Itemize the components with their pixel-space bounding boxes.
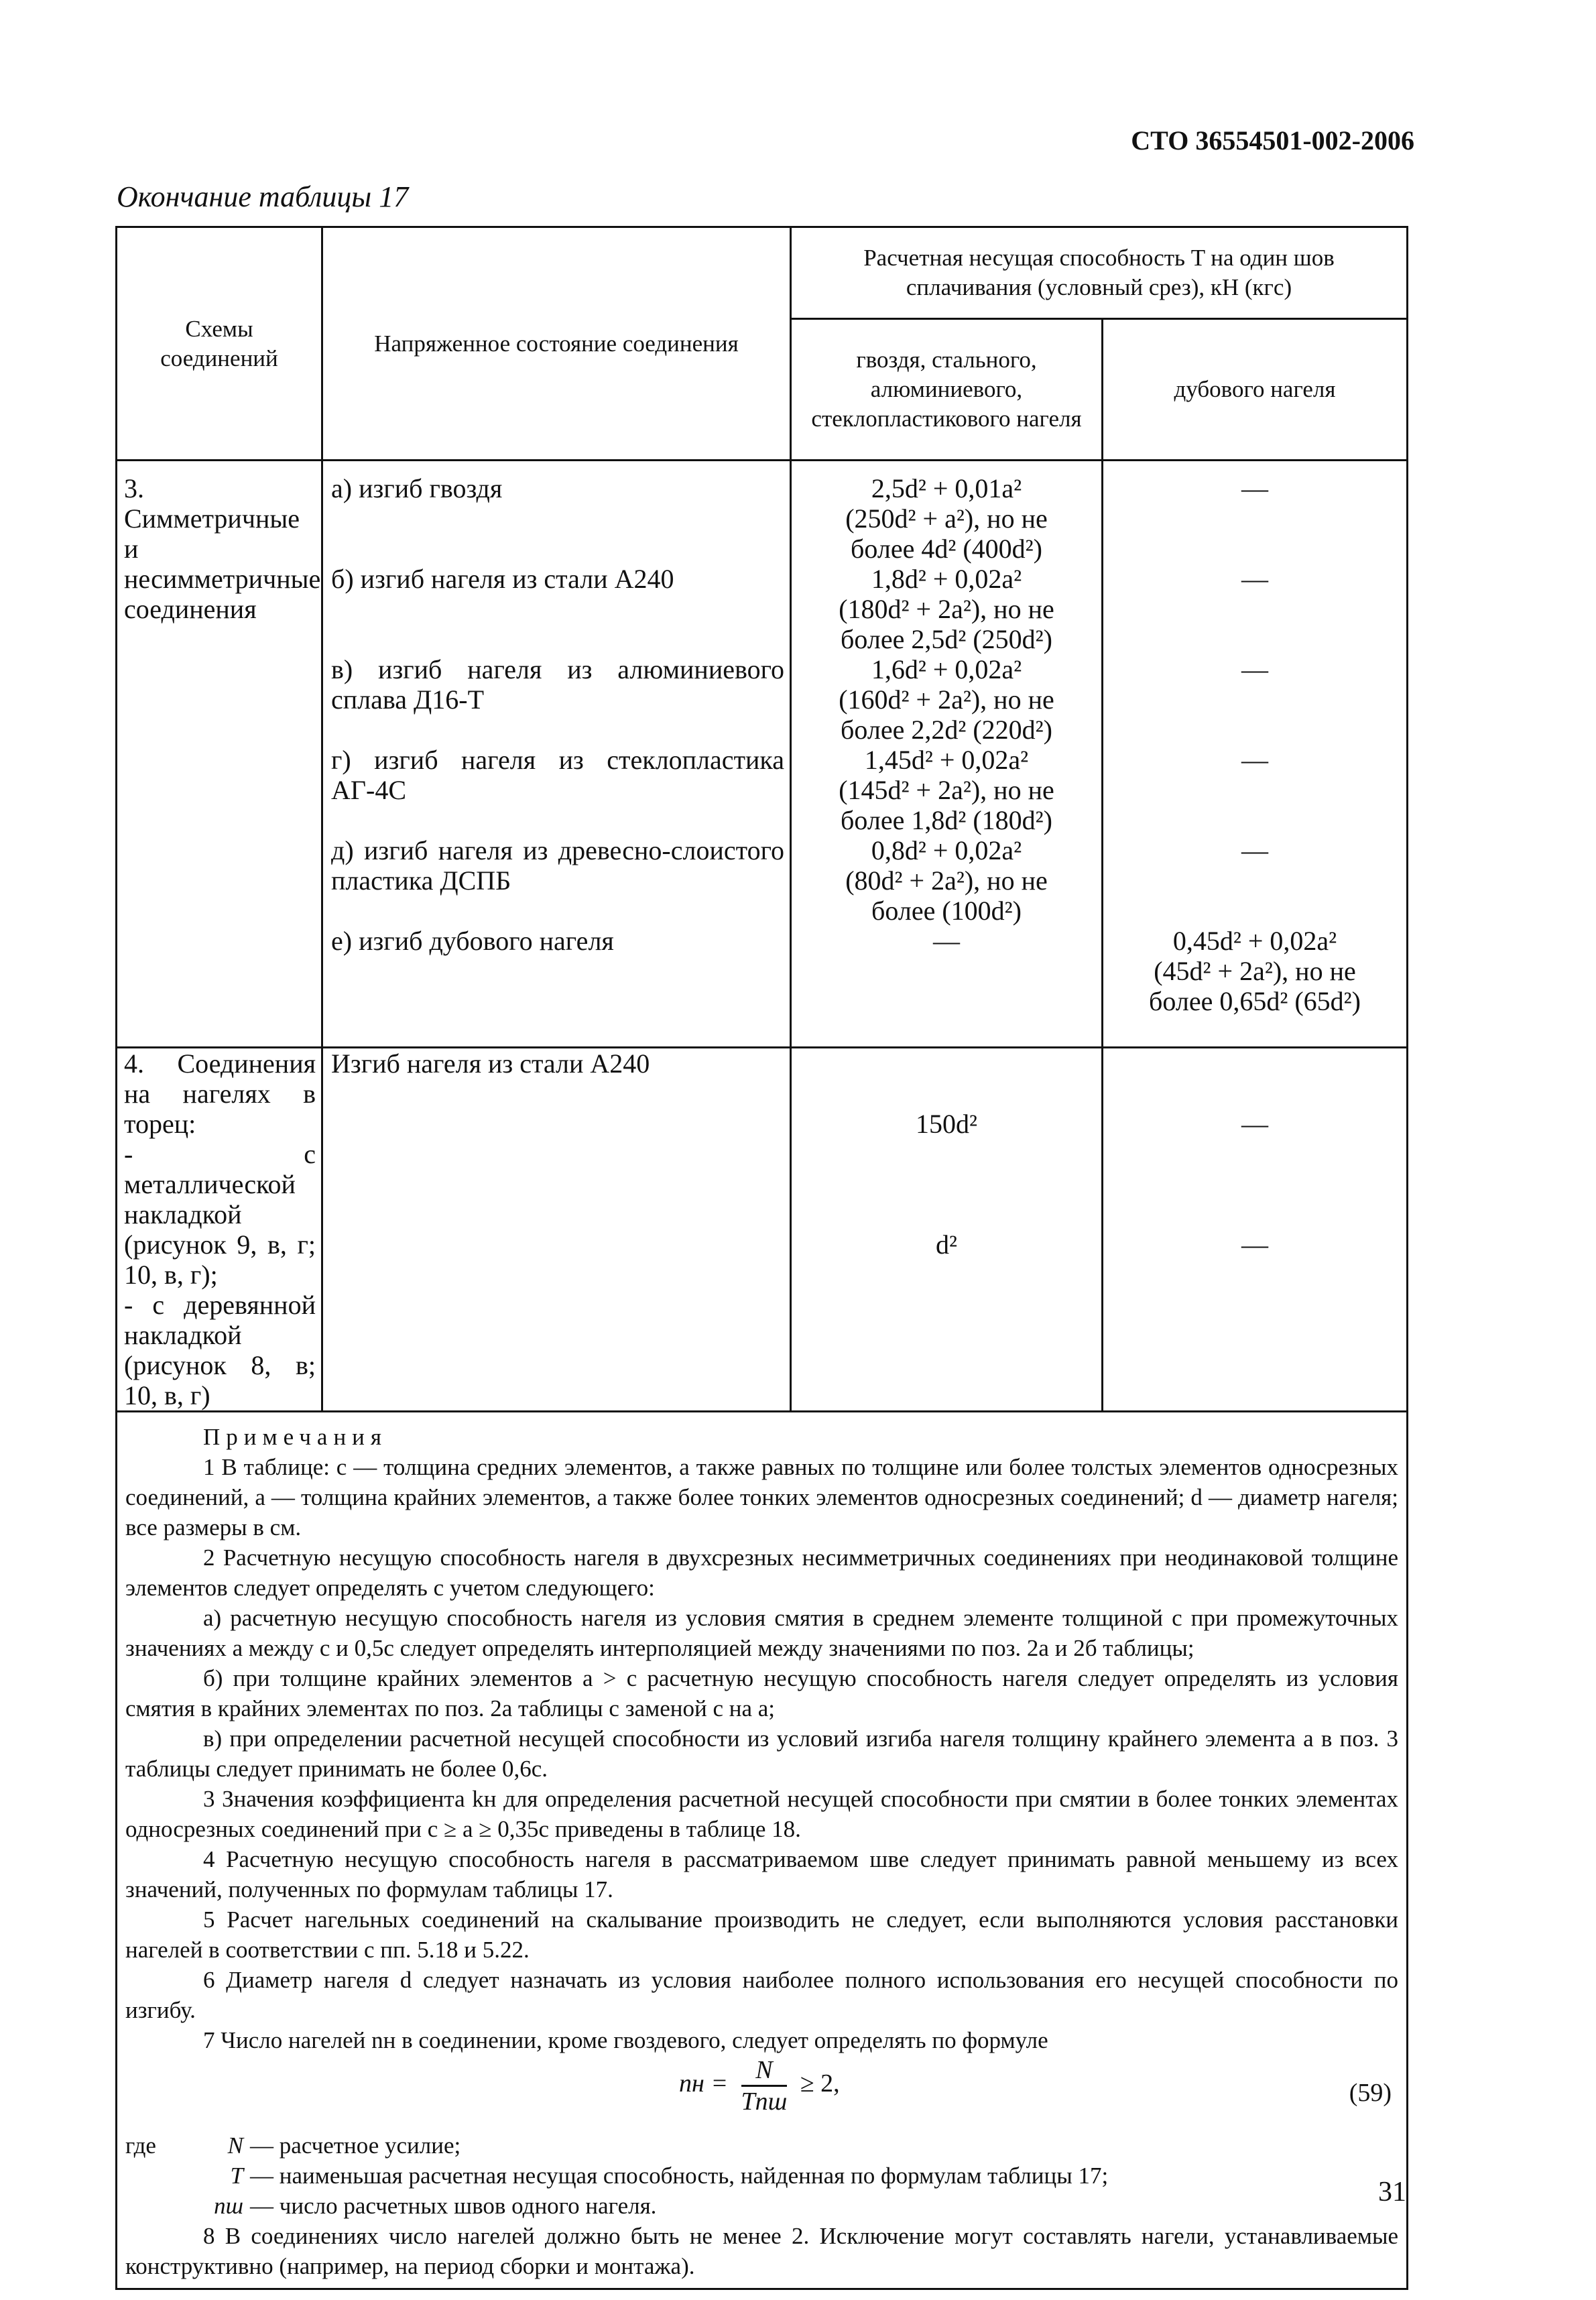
where-t-text: — наименьшая расчетная несущая способность, найденная по формулам таблицы 17; bbox=[250, 2163, 1109, 2189]
row3-f2-d: — bbox=[1241, 745, 1268, 775]
header-capacity: Расчетная несущая способность T на один шов сплачивания (условный срез), кН (кгс) bbox=[791, 227, 1408, 319]
row3-f1-b: 1,8d² + 0,02a² (180d² + 2a²), но не более 2,5d² (250d²) bbox=[839, 564, 1054, 654]
row3-f1-a: 2,5d² + 0,01a² (250d² + a²), но не более 4d² (400d²) bbox=[845, 473, 1048, 564]
formula-number: (59) bbox=[1349, 2079, 1392, 2107]
header-oak: дубового нагеля bbox=[1103, 319, 1408, 461]
notes-title: Примечания bbox=[203, 1424, 388, 1450]
page-number: 31 bbox=[1378, 2177, 1406, 2207]
header-state: Напряженное состояние соединения bbox=[322, 227, 791, 461]
row3-state-cell bbox=[322, 461, 791, 1048]
row4-state-cell bbox=[322, 1048, 791, 1412]
document-code: СТО 36554501-002-2006 bbox=[1131, 125, 1414, 156]
row3-state-f: е) изгиб дубового нагеля bbox=[331, 926, 614, 956]
row3-f2-e: — bbox=[1241, 835, 1268, 865]
row3-state-c: в) изгиб нагеля из алюминиевого сплава Д16-Т bbox=[331, 654, 784, 715]
row4-scheme-metal: - с металлической накладкой (рисунок 9, в, г; 10, в, г); bbox=[124, 1139, 316, 1290]
row3-f1-e: 0,8d² + 0,02a² (80d² + 2a²), но не более (100d²) bbox=[845, 835, 1048, 926]
where-n-text: — расчетное усилие; bbox=[250, 2132, 461, 2159]
where-nsh-symbol: nш bbox=[214, 2193, 243, 2219]
where-n-symbol: N bbox=[227, 2132, 243, 2159]
note-3: 3 Значения коэффициента kн для определения расчетной несущей способности при смятии в более тонких элементах односрезных соединений при c ≥ a ≥ 0,35c приведены в таблице 18. bbox=[125, 1786, 1398, 1842]
table-caption: Окончание таблицы 17 bbox=[117, 180, 409, 213]
row4-scheme-wood: - с деревянной накладкой (рисунок 8, в; 10, в, г) bbox=[124, 1290, 316, 1410]
formula-fraction: $\frac{N}{\text{Tnш}}$ bbox=[741, 2056, 788, 2116]
where-t-symbol: T bbox=[230, 2163, 243, 2189]
row3-f1-f: — bbox=[933, 926, 960, 956]
note-4: 4 Расчетную несущую способность нагеля в рассматриваемом шве следует принимать равной меньшему из всех значений, полученных по формулам таблицы 17. bbox=[125, 1846, 1398, 1902]
note-2a: а) расчетную несущую способность нагеля из условия смятия в среднем элементе толщиной c при промежуточных значениях a между c и 0,5c следует определять интерполяцией между значениями по поз. 2а и 2б таблицы; bbox=[125, 1605, 1398, 1661]
note-2b: б) при толщине крайних элементов a > c расчетную несущую способность нагеля следует определять из условия смятия в крайних элементах по поз. 2а таблицы с заменой c на a; bbox=[125, 1665, 1398, 1721]
note-6: 6 Диаметр нагеля d следует назначать из условия наиболее полного использования его несущей способности по изгибу. bbox=[125, 1967, 1398, 2023]
row4-f2-wood: — bbox=[1241, 1229, 1268, 1260]
row3-formula-oak-cell bbox=[1103, 461, 1408, 1048]
formula-59 bbox=[125, 2055, 1398, 2130]
formula-expression: nн = $\frac{N}{\text{Tnш}}$ ≥ 2, bbox=[679, 2056, 840, 2116]
formula-legend bbox=[125, 2130, 1398, 2221]
note-5: 5 Расчет нагельных соединений на скалывание производить не следует, если выполняются условия расстановки нагелей в соответствии с пп. 5.18 и 5.22. bbox=[125, 1906, 1398, 1963]
row3-f2-c: — bbox=[1241, 654, 1268, 684]
notes-cell bbox=[117, 1412, 1408, 2289]
note-2c: в) при определении расчетной несущей способности из условий изгиба нагеля толщину крайнего элемента a в поз. 3 таблицы следует принимать не более 0,6c. bbox=[125, 1726, 1398, 1782]
note-7: 7 Число нагелей nн в соединении, кроме гвоздевого, следует определять по формуле bbox=[203, 2027, 1048, 2053]
header-schemes: Схемы соединений bbox=[117, 227, 322, 461]
row3-f2-f: 0,45d² + 0,02a² (45d² + 2a²), но не более 0,65d² (65d²) bbox=[1149, 926, 1361, 1016]
row3-f1-c: 1,6d² + 0,02a² (160d² + 2a²), но не более 2,2d² (220d²) bbox=[839, 654, 1054, 745]
row3-state-e: д) изгиб нагеля из древесно-слоистого пластика ДСПБ bbox=[331, 835, 784, 896]
row3-f2-b: — bbox=[1241, 564, 1268, 594]
row3-state-a: а) изгиб гвоздя bbox=[331, 473, 503, 503]
row3-formula-nail-cell bbox=[791, 461, 1103, 1048]
row3-scheme-cell bbox=[117, 461, 322, 1048]
row4-f1-wood: d² bbox=[936, 1229, 957, 1260]
row3-f1-d: 1,45d² + 0,02a² (145d² + 2a²), но не более 1,8d² (180d²) bbox=[839, 745, 1054, 835]
note-8: 8 В соединениях число нагелей должно быть не менее 2. Исключение могут составлять нагели, устанавливаемые конструктивно (например, на период сборки и монтажа). bbox=[125, 2223, 1398, 2279]
header-nail: гвоздя, стального, алюминиевого, стеклопластикового нагеля bbox=[791, 319, 1103, 461]
row3-state-b: б) изгиб нагеля из стали А240 bbox=[331, 564, 674, 594]
row4-state: Изгиб нагеля из стали А240 bbox=[331, 1048, 650, 1079]
row4-f1-metal: 150d² bbox=[916, 1109, 977, 1139]
row3-scheme: 3. Симметричные и несимметричные соединения bbox=[124, 473, 321, 624]
row4-f2-metal: — bbox=[1241, 1109, 1268, 1139]
row4-formula-nail-cell bbox=[791, 1048, 1103, 1412]
where-nsh-text: — число расчетных швов одного нагеля. bbox=[250, 2193, 657, 2219]
row3-f2-a: — bbox=[1241, 473, 1268, 503]
where-label: где bbox=[125, 2132, 156, 2159]
row4-scheme-title: 4. Соединения на нагелях в торец: bbox=[124, 1048, 316, 1139]
row4-scheme-cell bbox=[117, 1048, 322, 1412]
row4-formula-oak-cell bbox=[1103, 1048, 1408, 1412]
table-17 bbox=[115, 226, 1408, 2290]
note-1: 1 В таблице: c — толщина средних элементов, а также равных по толщине или более толстых элементов односрезных соединений, a — толщина крайних элементов, а также более тонких элементов односрезных соединений; d — диаметр нагеля; все размеры в см. bbox=[125, 1454, 1398, 1540]
note-2: 2 Расчетную несущую способность нагеля в двухсрезных несимметричных соединениях при неодинаковой толщине элементов следует определять с учетом следующего: bbox=[125, 1545, 1398, 1601]
row3-state-d: г) изгиб нагеля из стеклопластика АГ-4С bbox=[331, 745, 784, 805]
